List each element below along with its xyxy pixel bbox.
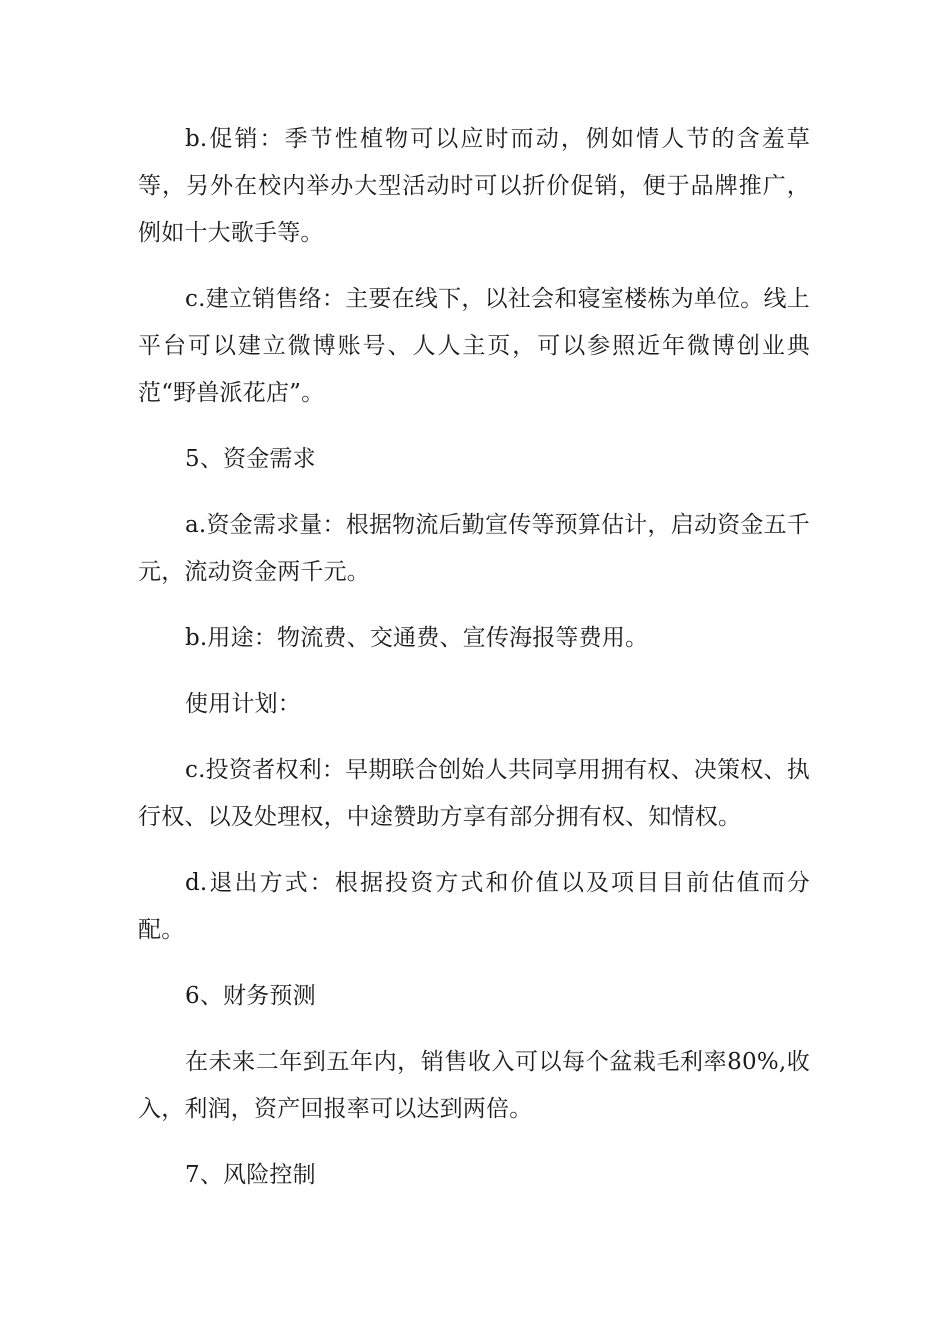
paragraph-exit-method: d.退出方式：根据投资方式和价值以及项目目前估值而分配。 [138,870,810,943]
section-heading-risk-control: 7、风险控制 [185,1162,316,1188]
section-heading-financial-forecast: 6、财务预测 [185,983,316,1009]
paragraph-funding-amount: a.资金需求量：根据物流后勤宣传等预算估计，启动资金五千元，流动资金两千元。 [138,512,810,585]
document-body [138,116,810,1218]
paragraph-investor-rights: c.投资者权利：早期联合创始人共同享用拥有权、决策权、执行权、以及处理权，中途赞助方享有部分拥有权、知情权。 [138,757,810,830]
paragraph-funding-use: b.用途：物流费、交通费、宣传海报等费用。 [185,625,649,651]
section-heading-funding: 5、资金需求 [185,446,316,472]
paragraph-usage-plan: 使用计划： [185,691,301,717]
paragraph-sales-network: c.建立销售络：主要在线下，以社会和寝室楼栋为单位。线上平台可以建立微博账号、人人主页，可以参照近年微博创业典范“野兽派花店”。 [138,286,810,406]
paragraph-promotion: b.促销：季节性植物可以应时而动，例如情人节的含羞草等，另外在校内举办大型活动时可以折价促销，便于品牌推广，例如十大歌手等。 [138,126,810,246]
paragraph-financial-forecast: 在未来二年到五年内，销售收入可以每个盆栽毛利率80%,收入，利润，资产回报率可以达到两倍。 [138,1049,810,1122]
